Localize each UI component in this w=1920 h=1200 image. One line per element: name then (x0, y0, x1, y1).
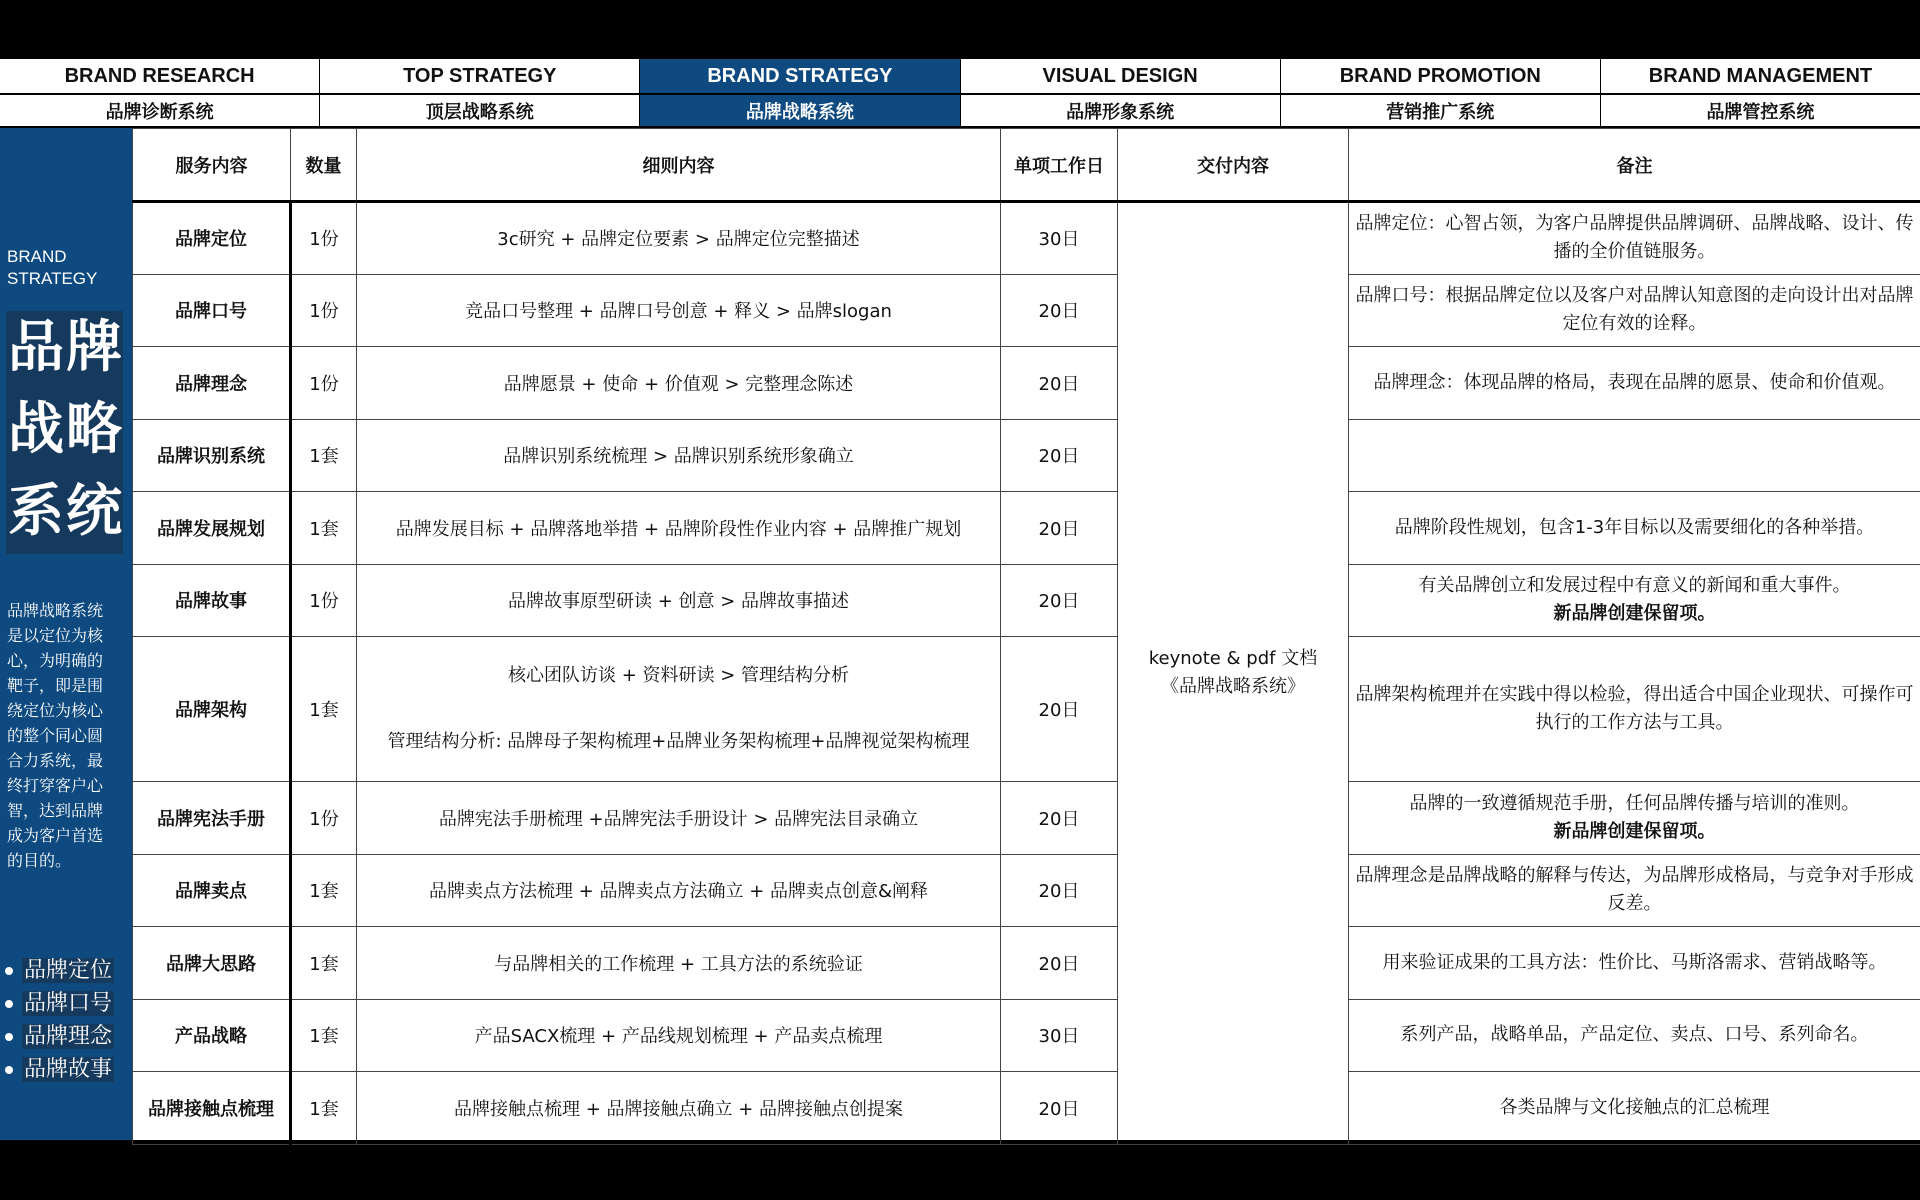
table-row (133, 1072, 1920, 1145)
qty-cell: 1套 (291, 1072, 357, 1145)
header-note: 备注 (1349, 129, 1920, 202)
days-cell: 30日 (1001, 202, 1118, 275)
detail-cell: 品牌宪法手册梳理 +品牌宪法手册设计 > 品牌宪法目录确立 (357, 782, 1001, 855)
header-qty: 数量 (291, 129, 357, 202)
days-cell: 20日 (1001, 637, 1118, 782)
bullet-icon (5, 1033, 13, 1041)
sidebar-list-item: 品牌故事 (5, 1053, 114, 1086)
sidebar-description: 品牌战略系统是以定位为核心，为明确的靶子，即是围绕定位为核心的整个同心圆合力系统，最终打穿客户心智，达到品牌成为客户首选的目的。 (7, 601, 104, 870)
detail-cell: 品牌故事原型研读 + 创意 > 品牌故事描述 (357, 564, 1001, 637)
qty-cell: 1份 (291, 347, 357, 420)
sidebar-list-item: 品牌口号 (5, 987, 114, 1020)
bullet-icon (5, 1000, 13, 1008)
service-cell: 品牌接触点梳理 (133, 1072, 291, 1145)
nav-tab-visual-design[interactable]: VISUAL DESIGN (960, 59, 1280, 93)
nav-tab-zh-brand-strategy[interactable]: 品牌战略系统 (639, 95, 959, 126)
bullet-icon (5, 1066, 13, 1074)
service-cell: 品牌定位 (133, 202, 291, 275)
days-cell: 20日 (1001, 564, 1118, 637)
deliverable-format: keynote & pdf 文档 (1148, 648, 1318, 670)
service-cell: 品牌故事 (133, 564, 291, 637)
days-cell: 20日 (1001, 1072, 1118, 1145)
days-cell: 20日 (1001, 782, 1118, 855)
note-cell: 品牌阶段性规划，包含1-3年目标以及需要细化的各种举措。 (1349, 492, 1920, 565)
table-row (133, 782, 1920, 855)
note-cell: 品牌理念是品牌战略的解释与传达，为品牌形成格局，与竞争对手形成反差。 (1349, 854, 1920, 927)
qty-cell: 1份 (291, 202, 357, 275)
table-row (133, 419, 1920, 492)
nav-tab-zh-management[interactable]: 品牌管控系统 (1600, 95, 1920, 126)
note-cell: 品牌架构梳理并在实践中得以检验，得出适合中国企业现状、可操作可执行的工作方法与工具。 (1349, 637, 1920, 782)
days-cell: 20日 (1001, 419, 1118, 492)
note-cell: 用来验证成果的工具方法：性价比、马斯洛需求、营销战略等。 (1349, 927, 1920, 1000)
slide (0, 59, 1920, 1140)
note-bold-text: 新品牌创建保留项。 (1553, 820, 1716, 842)
sidebar-title-line-2: 战略 (8, 397, 124, 462)
table-row (133, 347, 1920, 420)
table-row (133, 999, 1920, 1072)
days-cell: 20日 (1001, 347, 1118, 420)
qty-cell: 1份 (291, 564, 357, 637)
table-row (133, 492, 1920, 565)
service-cell: 品牌宪法手册 (133, 782, 291, 855)
sidebar-item-list (5, 954, 114, 1086)
deliverable-cell (1118, 202, 1349, 1145)
header-deliverable: 交付内容 (1118, 129, 1349, 202)
sidebar-list-item: 品牌理念 (5, 1020, 114, 1053)
service-cell: 品牌识别系统 (133, 419, 291, 492)
table-row (133, 564, 1920, 637)
detail-cell: 品牌愿景 + 使命 + 价值观 > 完整理念陈述 (357, 347, 1001, 420)
detail-cell: 品牌卖点方法梳理 + 品牌卖点方法确立 + 品牌卖点创意&阐释 (357, 854, 1001, 927)
detail-line: 管理结构分析: 品牌母子架构梳理+品牌业务架构梳理+品牌视觉架构梳理 (387, 731, 970, 752)
days-cell: 20日 (1001, 492, 1118, 565)
nav-english-row (0, 59, 1920, 95)
nav-tab-zh-top-strategy[interactable]: 顶层战略系统 (319, 95, 639, 126)
nav-chinese-row (0, 95, 1920, 128)
note-cell: 品牌口号：根据品牌定位以及客户对品牌认知意图的走向设计出对品牌定位有效的诠释。 (1349, 274, 1920, 347)
service-cell: 品牌发展规划 (133, 492, 291, 565)
service-cell: 品牌大思路 (133, 927, 291, 1000)
detail-line: 核心团队访谈 + 资料研读 > 管理结构分析 (507, 665, 850, 686)
service-table (132, 128, 1920, 1145)
service-cell: 品牌卖点 (133, 854, 291, 927)
table-header-row (133, 129, 1920, 202)
table-row (133, 274, 1920, 347)
service-cell: 品牌口号 (133, 274, 291, 347)
sidebar-list-item: 品牌定位 (5, 954, 114, 987)
detail-cell: 品牌识别系统梳理 > 品牌识别系统形象确立 (357, 419, 1001, 492)
note-cell (1349, 782, 1920, 855)
nav-tab-brand-promotion[interactable]: BRAND PROMOTION (1280, 59, 1600, 93)
note-text: 品牌的一致遵循规范手册，任何品牌传播与培训的准则。 (1409, 792, 1860, 814)
table-row (133, 927, 1920, 1000)
note-cell: 品牌理念：体现品牌的格局，表现在品牌的愿景、使命和价值观。 (1349, 347, 1920, 420)
days-cell: 30日 (1001, 999, 1118, 1072)
qty-cell: 1套 (291, 492, 357, 565)
qty-cell: 1份 (291, 274, 357, 347)
header-service: 服务内容 (133, 129, 291, 202)
service-cell: 产品战略 (133, 999, 291, 1072)
sidebar-title-line-3: 系统 (8, 479, 124, 544)
nav-tab-zh-promotion[interactable]: 营销推广系统 (1280, 95, 1600, 126)
qty-cell: 1套 (291, 637, 357, 782)
table-row (133, 202, 1920, 275)
header-detail: 细则内容 (357, 129, 1001, 202)
note-cell: 系列产品，战略单品，产品定位、卖点、口号、系列命名。 (1349, 999, 1920, 1072)
qty-cell: 1套 (291, 927, 357, 1000)
service-cell: 品牌理念 (133, 347, 291, 420)
days-cell: 20日 (1001, 854, 1118, 927)
detail-cell: 品牌发展目标 + 品牌落地举措 + 品牌阶段性作业内容 + 品牌推广规划 (357, 492, 1001, 565)
qty-cell: 1份 (291, 782, 357, 855)
qty-cell: 1套 (291, 854, 357, 927)
nav-tab-brand-strategy[interactable]: BRAND STRATEGY (639, 59, 959, 93)
detail-cell: 品牌接触点梳理 + 品牌接触点确立 + 品牌接触点创提案 (357, 1072, 1001, 1145)
days-cell: 20日 (1001, 927, 1118, 1000)
note-cell: 品牌定位：心智占领，为客户品牌提供品牌调研、品牌战略、设计、传播的全价值链服务。 (1349, 202, 1920, 275)
nav-tab-brand-management[interactable]: BRAND MANAGEMENT (1600, 59, 1920, 93)
note-text: 有关品牌创立和发展过程中有意义的新闻和重大事件。 (1418, 575, 1851, 597)
sidebar (0, 128, 132, 1140)
header-days: 单项工作日 (1001, 129, 1118, 202)
note-bold-text: 新品牌创建保留项。 (1553, 603, 1716, 625)
nav-tab-zh-image[interactable]: 品牌形象系统 (960, 95, 1280, 126)
detail-cell: 产品SACX梳理 + 产品线规划梳理 + 产品卖点梳理 (357, 999, 1001, 1072)
bullet-icon (5, 967, 13, 975)
qty-cell: 1套 (291, 999, 357, 1072)
service-cell: 品牌架构 (133, 637, 291, 782)
nav-tab-brand-research[interactable]: BRAND RESEARCH (64, 64, 255, 87)
detail-cell: 与品牌相关的工作梳理 + 工具方法的系统验证 (357, 927, 1001, 1000)
note-cell (1349, 419, 1920, 492)
sidebar-title-line-1: 品牌 (8, 315, 124, 380)
table-row (133, 637, 1920, 782)
sidebar-english-title: BRAND STRATEGY (7, 247, 98, 288)
qty-cell: 1套 (291, 419, 357, 492)
detail-cell: 3c研究 + 品牌定位要素 > 品牌定位完整描述 (357, 202, 1001, 275)
detail-cell (357, 637, 1001, 782)
days-cell: 20日 (1001, 274, 1118, 347)
nav-tab-zh-diagnosis[interactable]: 品牌诊断系统 (105, 101, 214, 123)
note-cell: 各类品牌与文化接触点的汇总梳理 (1349, 1072, 1920, 1145)
note-cell (1349, 564, 1920, 637)
table-row (133, 854, 1920, 927)
detail-cell: 竞品口号整理 + 品牌口号创意 + 释义 > 品牌slogan (357, 274, 1001, 347)
nav-tab-top-strategy[interactable]: TOP STRATEGY (319, 59, 639, 93)
deliverable-title: 《品牌战略系统》 (1161, 676, 1305, 698)
